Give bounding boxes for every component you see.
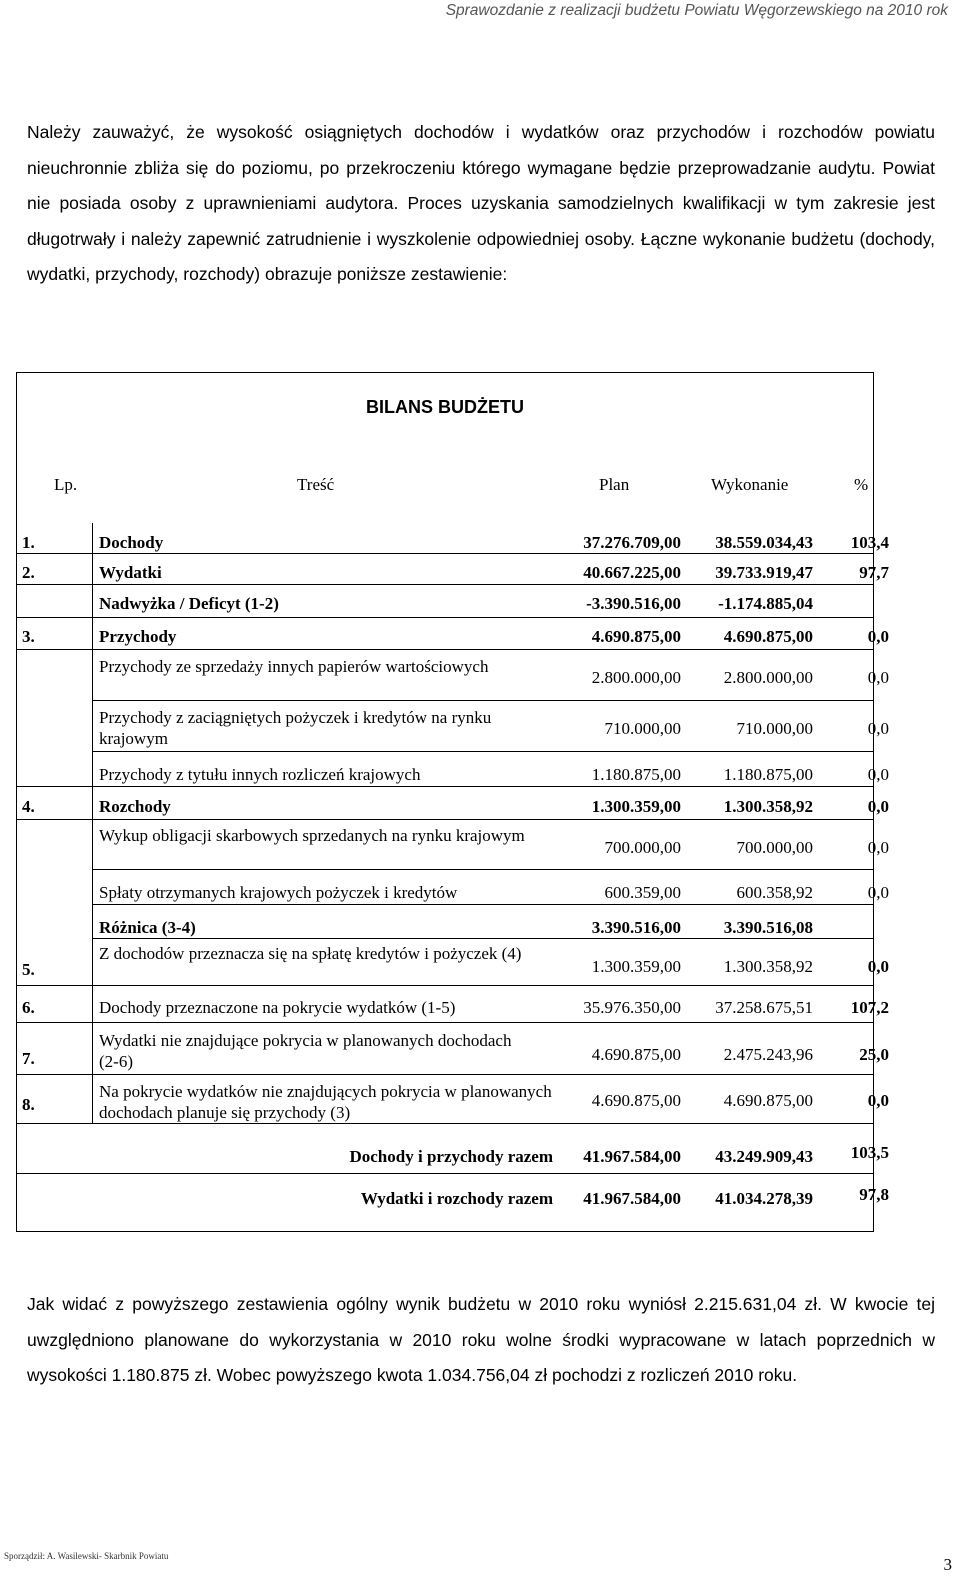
row-execution: 38.559.034,43 xyxy=(715,533,813,552)
row-execution: 4.690.875,00 xyxy=(723,1091,813,1110)
row-label: Wydatki xyxy=(99,563,162,582)
row-label: Przychody z tytułu innych rozliczeń krajowych xyxy=(99,765,421,784)
row-divider xyxy=(92,938,874,939)
row-percent: 0,0 xyxy=(867,883,889,902)
summary-paragraph: Jak widać z powyższego zestawienia ogólny wynik budżetu w 2010 roku wyniósł 2.215.631,04 zł. W kwocie tej uwzględniono planowane do wykorzystania w 2010 roku wolne środki wypracowane w latach poprzednich w wysokości 1.180.875 zł. Wobec powyższego kwota 1.034.756,04 zł pochodzi z rozliczeń 2010 roku. xyxy=(27,1294,935,1385)
row-lp: 2. xyxy=(22,563,35,582)
row-execution: 39.733.919,47 xyxy=(715,563,813,582)
row-percent: 0,0 xyxy=(867,627,889,646)
row-percent: 25,0 xyxy=(859,1045,889,1064)
row-divider xyxy=(92,904,874,905)
row-plan: 37.276.709,00 xyxy=(583,533,681,552)
row-lp: 6. xyxy=(22,998,35,1017)
intro-paragraph: Należy zauważyć, że wysokość osiągniętych dochodów i wydatków oraz przychodów i rozchodów powiatu nieuchronnie zbliża się do poziomu, po przekroczeniu którego wymagane będzie przeprowadzanie audytu. Powiat nie posiada osoby z uprawnieniami audytora. Proces uzyskania samodzielnych kwalifikacji w tym zakresie jest długotrwały i należy zapewnić zatrudnienie i wyszkolenie odpowiedniej osoby. Łączne wykonanie budżetu (dochody, wydatki, przychody, rozchody) obrazuje poniższe zestawienie: xyxy=(27,122,935,284)
row-label: Przychody z zaciągniętych pożyczek i kredytów na rynku krajowym xyxy=(99,708,492,748)
row-plan: 600.359,00 xyxy=(604,883,681,902)
row-execution: 2.475.243,96 xyxy=(723,1045,813,1064)
budget-balance-table xyxy=(16,372,889,1232)
row-plan: 1.180.875,00 xyxy=(591,765,681,784)
row-lp: 5. xyxy=(22,960,35,979)
total-income-execution: 43.249.909,43 xyxy=(715,1147,813,1166)
total-income-label: Dochody i przychody razem xyxy=(349,1147,553,1166)
row-execution: 37.258.675,51 xyxy=(715,998,813,1017)
total-expense-percent: 97,8 xyxy=(859,1185,889,1204)
row-divider xyxy=(16,1173,874,1174)
document-header-title: Sprawozdanie z realizacji budżetu Powiatu Węgorzewskiego na 2010 rok xyxy=(445,2,948,19)
row-divider xyxy=(16,786,874,787)
row-execution: 1.300.358,92 xyxy=(723,797,813,816)
row-percent: 103,4 xyxy=(850,533,889,552)
header-lp: Lp. xyxy=(54,475,78,494)
row-label: Z dochodów przeznacza się na spłatę kredytów i pożyczek (4) xyxy=(99,944,522,963)
row-label: Dochody przeznaczone na pokrycie wydatków (1-5) xyxy=(99,998,456,1017)
row-plan: 4.690.875,00 xyxy=(591,1045,681,1064)
row-divider xyxy=(92,869,874,870)
total-income-percent: 103,5 xyxy=(850,1143,889,1162)
row-divider xyxy=(16,649,874,650)
row-percent: 0,0 xyxy=(867,1091,889,1110)
row-percent: 97,7 xyxy=(859,563,889,582)
row-percent: 0,0 xyxy=(867,797,889,816)
row-plan: 2.800.000,00 xyxy=(591,668,681,687)
row-lp: 8. xyxy=(22,1095,35,1114)
row-plan: 4.690.875,00 xyxy=(591,1091,681,1110)
row-divider xyxy=(16,1022,874,1023)
row-percent: 0,0 xyxy=(867,668,889,687)
row-divider xyxy=(16,553,874,554)
row-percent: 0,0 xyxy=(867,719,889,738)
footer-author: Sporządził: A. Wasilewski- Skarbnik Powiatu xyxy=(4,1551,169,1561)
lp-column-divider xyxy=(92,523,93,1123)
row-execution: 600.358,92 xyxy=(736,883,813,902)
page-number: 3 xyxy=(943,1555,952,1574)
row-execution: 710.000,00 xyxy=(736,719,813,738)
row-execution: 700.000,00 xyxy=(736,838,813,857)
row-execution: 1.300.358,92 xyxy=(723,957,813,976)
row-label: Wykup obligacji skarbowych sprzedanych na rynku krajowym xyxy=(99,826,525,845)
row-percent: 0,0 xyxy=(867,765,889,784)
header-percent: % xyxy=(854,475,869,494)
row-plan: 1.300.359,00 xyxy=(591,957,681,976)
row-lp: 7. xyxy=(22,1049,35,1068)
row-execution: 2.800.000,00 xyxy=(723,668,813,687)
row-execution: -1.174.885,04 xyxy=(718,594,813,613)
row-label: Przychody xyxy=(99,627,177,646)
row-divider xyxy=(16,1074,874,1075)
row-divider xyxy=(16,1123,874,1124)
row-execution: 4.690.875,00 xyxy=(723,627,813,646)
total-income-plan: 41.967.584,00 xyxy=(583,1147,681,1166)
row-label: Wydatki nie znajdujące pokrycia w planowanych dochodach (2-6) xyxy=(99,1031,512,1071)
row-plan: 3.390.516,00 xyxy=(591,918,681,937)
row-plan: 4.690.875,00 xyxy=(591,627,681,646)
row-divider xyxy=(16,819,874,820)
row-label: Spłaty otrzymanych krajowych pożyczek i kredytów xyxy=(99,883,458,902)
row-divider xyxy=(16,985,874,986)
row-percent: 107,2 xyxy=(850,998,889,1017)
row-label: Różnica (3-4) xyxy=(99,918,196,937)
total-expense-plan: 41.967.584,00 xyxy=(583,1189,681,1208)
row-lp: 4. xyxy=(22,797,35,816)
row-plan: -3.390.516,00 xyxy=(586,594,681,613)
total-expense-label: Wydatki i rozchody razem xyxy=(360,1189,553,1208)
row-label: Przychody ze sprzedaży innych papierów wartościowych xyxy=(99,657,489,676)
row-label: Na pokrycie wydatków nie znajdujących pokrycia w planowanych dochodach planuje się przychody (3) xyxy=(99,1082,552,1122)
row-divider xyxy=(92,700,874,701)
row-plan: 1.300.359,00 xyxy=(591,797,681,816)
header-wykonanie: Wykonanie xyxy=(711,475,789,494)
row-plan: 35.976.350,00 xyxy=(583,998,681,1017)
row-lp: 3. xyxy=(22,627,35,646)
row-execution: 1.180.875,00 xyxy=(723,765,813,784)
row-label: Rozchody xyxy=(99,797,171,816)
row-label: Nadwyżka / Deficyt (1-2) xyxy=(99,594,279,613)
row-plan: 700.000,00 xyxy=(604,838,681,857)
row-percent: 0,0 xyxy=(867,838,889,857)
row-divider xyxy=(16,584,874,585)
row-divider xyxy=(16,617,874,618)
table-title: BILANS BUDŻETU xyxy=(366,397,524,417)
total-expense-execution: 41.034.278,39 xyxy=(715,1189,813,1208)
row-lp: 1. xyxy=(22,533,35,552)
header-plan: Plan xyxy=(599,475,630,494)
row-divider xyxy=(92,751,874,752)
header-tresc: Treść xyxy=(297,475,335,494)
row-plan: 710.000,00 xyxy=(604,719,681,738)
row-execution: 3.390.516,08 xyxy=(723,918,813,937)
row-percent: 0,0 xyxy=(867,957,889,976)
row-label: Dochody xyxy=(99,533,164,552)
row-plan: 40.667.225,00 xyxy=(583,563,681,582)
